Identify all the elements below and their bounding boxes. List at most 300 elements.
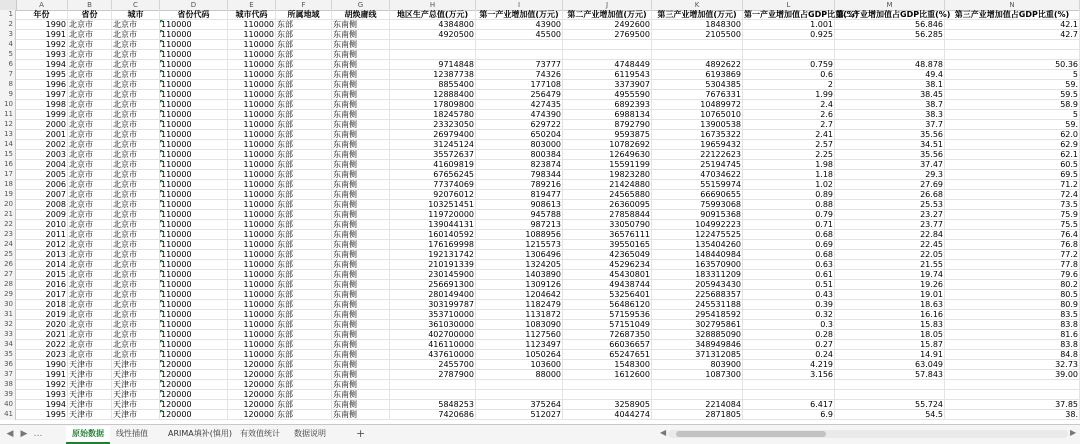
cell[interactable]: 东部 [276,350,332,360]
cell[interactable]: 1182479 [476,300,563,310]
cell[interactable]: 59.5 [945,90,1080,100]
cell[interactable]: 35.56 [835,150,945,160]
row-number[interactable]: 32 [0,320,16,330]
cell[interactable]: 110000 [228,140,276,150]
cell[interactable]: 110000 [160,170,228,180]
cell[interactable]: 55159974 [652,180,743,190]
cell[interactable]: 1.001 [743,20,835,30]
cell[interactable]: 2023 [16,350,68,360]
cell[interactable]: 139044131 [390,220,476,230]
cell[interactable]: 4748449 [563,60,652,70]
row-number[interactable]: 20 [0,200,16,210]
cell[interactable]: 4892622 [652,60,743,70]
cell[interactable]: 21.55 [835,260,945,270]
cell[interactable]: 3258905 [563,400,652,410]
column-header-cell[interactable]: 年份 [16,10,68,20]
cell[interactable]: 110000 [228,170,276,180]
cell[interactable]: 192131742 [390,250,476,260]
cell[interactable]: 东部 [276,20,332,30]
cell[interactable]: 110000 [160,90,228,100]
cell[interactable]: 东南侧 [332,410,390,420]
cell[interactable]: 1996 [16,80,68,90]
cell[interactable]: 110000 [228,300,276,310]
cell[interactable]: 0.68 [743,250,835,260]
sheet-tab[interactable]: 线性插值 [116,429,148,438]
cell[interactable]: 北京市 [68,60,112,70]
cell[interactable]: 110000 [228,180,276,190]
column-letter[interactable]: J [563,0,652,10]
column-header-cell[interactable]: 第三产业增加值(万元) [652,10,743,20]
row-number[interactable]: 39 [0,390,16,400]
cell[interactable]: 东部 [276,280,332,290]
cell[interactable]: 东南侧 [332,170,390,180]
cell[interactable] [743,50,835,60]
cell[interactable]: 38.1 [835,80,945,90]
cell[interactable]: 22122623 [652,150,743,160]
cell[interactable]: 110000 [160,250,228,260]
cell[interactable]: 10489972 [652,100,743,110]
column-header-cell[interactable]: 地区生产总值(万元) [390,10,476,20]
cell[interactable]: 110000 [160,210,228,220]
cell[interactable]: 2008 [16,200,68,210]
row-number[interactable]: 33 [0,330,16,340]
cell[interactable]: 4044274 [563,410,652,420]
cell[interactable]: 东南侧 [332,240,390,250]
cell[interactable]: 2002 [16,140,68,150]
select-all-corner[interactable] [0,0,17,10]
cell[interactable]: 0.3 [743,320,835,330]
cell[interactable]: 东南侧 [332,280,390,290]
cell[interactable]: 295418592 [652,310,743,320]
cell[interactable]: 176169998 [390,240,476,250]
cell[interactable]: 25.53 [835,200,945,210]
cell[interactable]: 天津市 [68,400,112,410]
cell[interactable]: 东南侧 [332,30,390,40]
cell[interactable]: 北京市 [112,120,160,130]
cell[interactable]: 东南侧 [332,200,390,210]
cell[interactable]: 39.00 [945,370,1080,380]
cell[interactable]: 1991 [16,30,68,40]
cell[interactable]: 67656245 [390,170,476,180]
cell[interactable]: 东南侧 [332,130,390,140]
cell[interactable]: 北京市 [112,190,160,200]
cell[interactable]: 110000 [228,310,276,320]
cell[interactable]: 1994 [16,60,68,70]
cell[interactable]: 110000 [228,130,276,140]
row-number[interactable]: 13 [0,130,16,140]
cell[interactable]: 北京市 [68,80,112,90]
cell[interactable]: 北京市 [112,80,160,90]
cell[interactable]: 北京市 [112,280,160,290]
more-sheets-icon[interactable]: … [33,429,43,439]
cell[interactable]: 110000 [160,270,228,280]
cell[interactable]: 1.18 [743,170,835,180]
cell[interactable]: 60.5 [945,160,1080,170]
cell[interactable]: 110000 [228,30,276,40]
cell[interactable]: 83.8 [945,340,1080,350]
cell[interactable]: 12649630 [563,150,652,160]
cell[interactable]: 120000 [228,370,276,380]
cell[interactable]: 110000 [228,110,276,120]
cell[interactable]: 东部 [276,210,332,220]
cell[interactable]: 14.91 [835,350,945,360]
cell[interactable]: 34.51 [835,140,945,150]
column-letter[interactable]: A [16,0,68,10]
cell[interactable]: 1.99 [743,90,835,100]
column-letter[interactable]: E [228,0,276,10]
cell[interactable]: 东南侧 [332,150,390,160]
cell[interactable]: 北京市 [68,140,112,150]
cell[interactable]: 北京市 [68,240,112,250]
row-number[interactable]: 8 [0,80,16,90]
cell[interactable]: 230145900 [390,270,476,280]
cell[interactable]: 1992 [16,40,68,50]
row-number[interactable]: 41 [0,410,16,420]
row-number[interactable]: 40 [0,400,16,410]
cell[interactable] [652,390,743,400]
cell[interactable]: 66690655 [652,190,743,200]
cell[interactable]: 东部 [276,190,332,200]
cell[interactable]: 天津市 [68,380,112,390]
cell[interactable]: 29.3 [835,170,945,180]
cell[interactable]: 东部 [276,230,332,240]
column-letter[interactable]: H [390,0,476,10]
column-header-cell[interactable]: 第二产业增加值占GDP比重(%) [836,10,951,19]
cell[interactable]: 16.16 [835,310,945,320]
cell[interactable]: 31245124 [390,140,476,150]
cell[interactable]: 42.7 [945,30,1080,40]
cell[interactable]: 183311209 [652,270,743,280]
cell[interactable]: 110000 [228,70,276,80]
cell[interactable]: 110000 [228,50,276,60]
cell[interactable]: 北京市 [68,110,112,120]
cell[interactable]: 北京市 [68,160,112,170]
cell[interactable]: 42.1 [945,20,1080,30]
cell[interactable]: 72.4 [945,190,1080,200]
column-header-cell[interactable]: 第二产业增加值(万元) [563,10,652,20]
row-number[interactable]: 38 [0,380,16,390]
cell[interactable]: 东部 [276,80,332,90]
cell[interactable]: 9714848 [390,60,476,70]
cell[interactable] [945,380,1080,390]
cell[interactable]: 650204 [476,130,563,140]
row-number[interactable]: 28 [0,280,16,290]
cell[interactable]: 110000 [228,280,276,290]
cell[interactable]: 38.45 [835,90,945,100]
cell[interactable]: 北京市 [112,350,160,360]
cell[interactable]: 天津市 [68,410,112,420]
cell[interactable]: 东南侧 [332,390,390,400]
cell[interactable]: 0.24 [743,350,835,360]
cell[interactable]: 6193869 [652,70,743,80]
cell[interactable]: 245531188 [652,300,743,310]
row-number[interactable]: 26 [0,260,16,270]
cell[interactable]: 110000 [160,240,228,250]
cell[interactable]: 45296234 [563,260,652,270]
cell[interactable]: 东部 [276,60,332,70]
cell[interactable]: 天津市 [68,390,112,400]
cell[interactable]: 北京市 [112,60,160,70]
cell[interactable]: 26360095 [563,200,652,210]
cell[interactable]: 375264 [476,400,563,410]
cell[interactable]: 18.63 [835,300,945,310]
cell[interactable]: 62.9 [945,140,1080,150]
cell[interactable]: 东南侧 [332,180,390,190]
column-letter[interactable]: L [743,0,835,10]
cell[interactable]: 2003 [16,150,68,160]
cell[interactable]: 110000 [228,160,276,170]
cell[interactable]: 803900 [652,360,743,370]
cell[interactable]: 北京市 [68,210,112,220]
cell[interactable]: 120000 [160,380,228,390]
cell[interactable] [945,50,1080,60]
cell[interactable]: 北京市 [112,220,160,230]
cell[interactable]: 24565880 [563,190,652,200]
first-sheet-arrow-icon[interactable]: ◀ [6,429,14,439]
cell[interactable]: 328885090 [652,330,743,340]
cell[interactable]: 北京市 [68,20,112,30]
cell[interactable]: 22.45 [835,240,945,250]
cell[interactable] [563,40,652,50]
cell[interactable]: 东南侧 [332,270,390,280]
cell[interactable]: 210191339 [390,260,476,270]
cell[interactable]: 110000 [160,310,228,320]
cell[interactable]: 东南侧 [332,330,390,340]
cell[interactable]: 北京市 [68,200,112,210]
row-number[interactable]: 23 [0,230,16,240]
cell[interactable]: 120000 [160,390,228,400]
cell[interactable]: 110000 [228,20,276,30]
cell[interactable]: 北京市 [68,290,112,300]
column-header-cell[interactable]: 省份代码 [160,10,228,20]
cell[interactable]: 北京市 [112,310,160,320]
cell[interactable]: 北京市 [112,170,160,180]
column-letter[interactable]: D [160,0,228,10]
cell[interactable]: 110000 [160,260,228,270]
cell[interactable]: 2014 [16,260,68,270]
cell[interactable]: 120000 [228,410,276,420]
row-number[interactable]: 17 [0,170,16,180]
cell[interactable]: 6.417 [743,400,835,410]
cell[interactable] [945,390,1080,400]
cell[interactable]: 1994 [16,400,68,410]
cell[interactable]: 东南侧 [332,110,390,120]
cell[interactable]: 北京市 [112,330,160,340]
cell[interactable]: 1998 [16,100,68,110]
cell[interactable]: 75.5 [945,220,1080,230]
row-number[interactable]: 14 [0,140,16,150]
cell[interactable]: 东部 [276,260,332,270]
row-number[interactable]: 30 [0,300,16,310]
cell[interactable]: 22.05 [835,250,945,260]
cell[interactable]: 东南侧 [332,380,390,390]
cell[interactable]: 402700000 [390,330,476,340]
scroll-right-icon[interactable]: ▶ [1070,428,1077,437]
cell[interactable]: 160140592 [390,230,476,240]
cell[interactable]: 北京市 [112,160,160,170]
cell[interactable]: 65247651 [563,350,652,360]
cell[interactable]: 37.7 [835,120,945,130]
cell[interactable]: 5304385 [652,80,743,90]
cell[interactable]: 天津市 [68,370,112,380]
cell[interactable]: 908613 [476,200,563,210]
cell[interactable] [476,40,563,50]
cell[interactable]: 2.6 [743,110,835,120]
cell[interactable]: 45500 [476,30,563,40]
cell[interactable]: 474390 [476,110,563,120]
cell[interactable]: 东南侧 [332,260,390,270]
cell[interactable]: 0.6 [743,70,835,80]
cell[interactable]: 北京市 [68,340,112,350]
cell[interactable]: 北京市 [68,270,112,280]
cell[interactable]: 73.5 [945,200,1080,210]
cell[interactable]: 4.219 [743,360,835,370]
cell[interactable]: 2.7 [743,120,835,130]
cell[interactable]: 256691300 [390,280,476,290]
cell[interactable]: 110000 [160,110,228,120]
cell[interactable]: 110000 [228,270,276,280]
cell[interactable]: 110000 [160,280,228,290]
cell[interactable]: 2.4 [743,100,835,110]
cell[interactable]: 0.925 [743,30,835,40]
row-number[interactable]: 24 [0,240,16,250]
cell[interactable]: 2010 [16,220,68,230]
cell[interactable]: 1306496 [476,250,563,260]
cell[interactable]: 东部 [276,40,332,50]
cell[interactable]: 北京市 [112,260,160,270]
cell[interactable]: 36576111 [563,230,652,240]
row-number[interactable]: 6 [0,60,16,70]
cell[interactable]: 110000 [228,230,276,240]
row-number[interactable]: 2 [0,20,16,30]
cell[interactable]: 23.77 [835,220,945,230]
cell[interactable]: 205943430 [652,280,743,290]
cell[interactable]: 2022 [16,340,68,350]
cell[interactable]: 800384 [476,150,563,160]
cell[interactable]: 东南侧 [332,300,390,310]
cell[interactable]: 32.73 [945,360,1080,370]
cell[interactable]: 49.4 [835,70,945,80]
cell[interactable]: 120000 [160,400,228,410]
cell[interactable]: 13900538 [652,120,743,130]
cell[interactable]: 48.878 [835,60,945,70]
cell[interactable]: 38. [945,410,1080,420]
cell[interactable]: 东部 [276,270,332,280]
cell[interactable]: 北京市 [68,310,112,320]
cell[interactable]: 北京市 [112,130,160,140]
cell[interactable]: 东部 [276,320,332,330]
cell[interactable]: 北京市 [68,130,112,140]
cell[interactable]: 5848253 [390,400,476,410]
cell[interactable]: 18.05 [835,330,945,340]
cell[interactable]: 1993 [16,390,68,400]
cell[interactable]: 110000 [228,90,276,100]
cell[interactable]: 东南侧 [332,230,390,240]
cell[interactable]: 7676331 [652,90,743,100]
cell[interactable]: 73777 [476,60,563,70]
row-number[interactable]: 35 [0,350,16,360]
cell[interactable]: 789216 [476,180,563,190]
cell[interactable]: 1309126 [476,280,563,290]
cell[interactable]: 62.0 [945,130,1080,140]
column-letter[interactable]: G [332,0,390,10]
cell[interactable]: 0.32 [743,310,835,320]
cell[interactable]: 北京市 [112,320,160,330]
cell[interactable]: 120000 [160,370,228,380]
cell[interactable]: 110000 [228,100,276,110]
cell[interactable]: 361030000 [390,320,476,330]
cell[interactable]: 1083090 [476,320,563,330]
cell[interactable]: 8792790 [563,120,652,130]
row-number[interactable]: 12 [0,120,16,130]
cell[interactable]: 110000 [160,150,228,160]
cell[interactable]: 1848300 [652,20,743,30]
cell[interactable]: 110000 [160,180,228,190]
cell[interactable]: 83.8 [945,320,1080,330]
cell[interactable]: 59. [945,120,1080,130]
cell[interactable]: 110000 [228,210,276,220]
row-number[interactable]: 11 [0,110,16,120]
cell[interactable]: 1612600 [563,370,652,380]
cell[interactable]: 63.049 [835,360,945,370]
cell[interactable]: 1131872 [476,310,563,320]
cell-grid[interactable] [0,10,1080,420]
column-header-cell[interactable]: 胡焕庸线 [332,10,390,20]
cell[interactable]: 北京市 [68,280,112,290]
row-number[interactable]: 37 [0,370,16,380]
cell[interactable]: 110000 [160,50,228,60]
cell[interactable]: 135404260 [652,240,743,250]
cell[interactable]: 天津市 [112,370,160,380]
cell[interactable]: 280149400 [390,290,476,300]
cell[interactable] [563,390,652,400]
cell[interactable]: 84.8 [945,350,1080,360]
cell[interactable]: 110000 [228,340,276,350]
cell[interactable]: 东南侧 [332,120,390,130]
cell[interactable]: 东南侧 [332,290,390,300]
cell[interactable]: 110000 [160,60,228,70]
cell[interactable]: 256479 [476,90,563,100]
row-number[interactable]: 1 [0,10,16,20]
column-letter[interactable]: B [68,0,112,10]
cell[interactable]: 1324205 [476,260,563,270]
cell[interactable]: 15.83 [835,320,945,330]
cell[interactable]: 77.2 [945,250,1080,260]
cell[interactable]: 110000 [160,140,228,150]
cell[interactable]: 北京市 [68,190,112,200]
row-number[interactable]: 9 [0,90,16,100]
cell[interactable]: 6119543 [563,70,652,80]
cell[interactable] [652,40,743,50]
cell[interactable]: 2787900 [390,370,476,380]
cell[interactable]: 北京市 [112,240,160,250]
cell[interactable]: 120000 [228,400,276,410]
cell[interactable]: 东部 [276,70,332,80]
row-number[interactable]: 21 [0,210,16,220]
cell[interactable]: 38.3 [835,110,945,120]
cell[interactable]: 427435 [476,100,563,110]
cell[interactable]: 东南侧 [332,400,390,410]
cell[interactable]: 2004 [16,160,68,170]
cell[interactable]: 120000 [160,360,228,370]
cell[interactable]: 东部 [276,360,332,370]
cell[interactable]: 39550165 [563,240,652,250]
cell[interactable]: 19.26 [835,280,945,290]
cell[interactable]: 0.88 [743,200,835,210]
cell[interactable]: 2005 [16,170,68,180]
cell[interactable] [476,390,563,400]
add-sheet-button[interactable]: + [356,427,366,440]
